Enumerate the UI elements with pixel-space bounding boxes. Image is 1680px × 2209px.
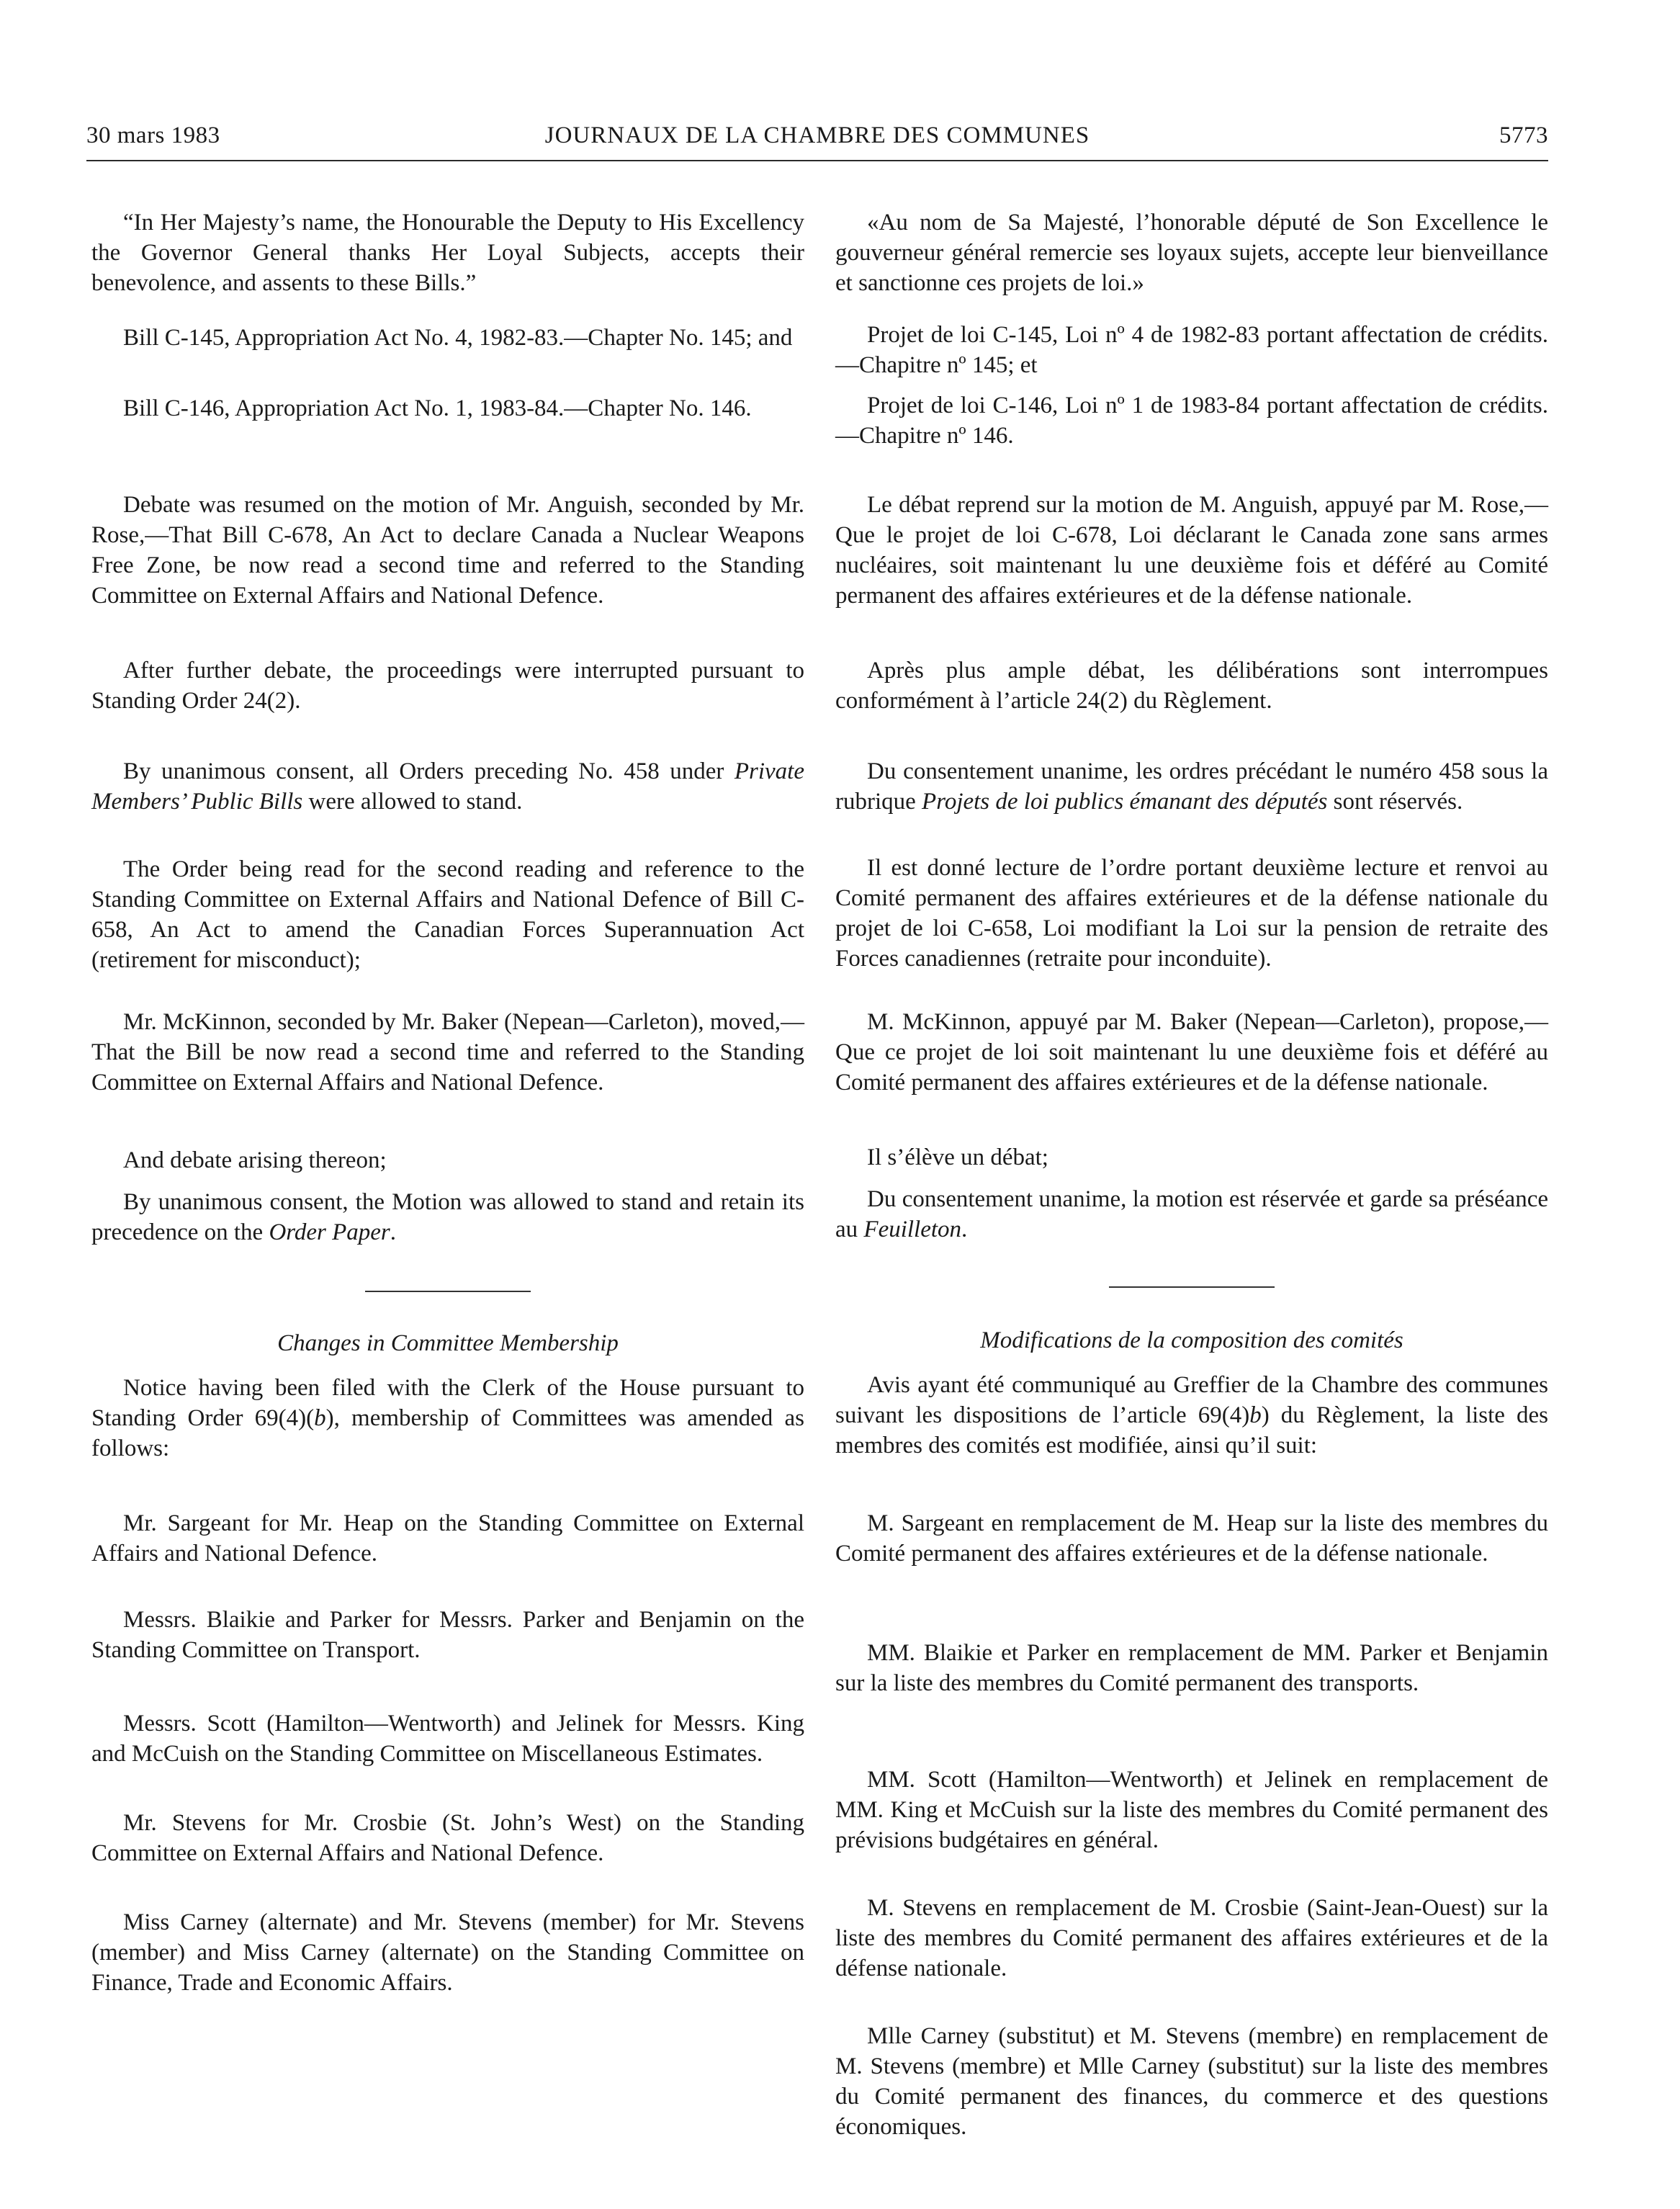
membership-change-1: M. Sargeant en remplacement de M. Heap sur la liste des membres du Comité permanent des affaires extérieures et de la défense nationale. — [835, 1510, 1548, 1567]
membership-change-4: Mr. Stevens for Mr. Crosbie (St. John’s West) on the Standing Committee on External Affairs and National Defence. — [91, 1810, 804, 1866]
motion-stand-paragraph: By unanimous consent, the Motion was allowed to stand and retain its precedence on the Order Paper. — [91, 1189, 804, 1245]
royal-assent-quote: «Au nom de Sa Majesté, l’honorable député de Son Excellence le gouverneur général remercie ses loyaux sujets, accepte leur bienveillance et sanctionne ces projets de loi.» — [835, 210, 1548, 296]
bill-c146-entry: Projet de loi C-146, Loi nº 1 de 1983-84 portant affectation de crédits.—Chapitre nº 146. — [835, 393, 1548, 449]
proceedings-interrupted-paragraph: After further debate, the proceedings were interrupted pursuant to Standing Order 24(2). — [91, 658, 804, 714]
journal-title: JOURNAUX DE LA CHAMBRE DES COMMUNES — [544, 122, 1090, 148]
section-heading: Changes in Committee Membership — [277, 1330, 619, 1356]
membership-change-3: Messrs. Scott (Hamilton—Wentworth) and Jelinek for Messrs. King and McCuish on the Standing Committee on Miscellaneous Estimates. — [91, 1711, 804, 1767]
proceedings-interrupted-paragraph: Après plus ample débat, les délibérations sont interrompues conformément à l’article 24(2) du Règlement. — [835, 658, 1548, 714]
motion-stand-paragraph: Du consentement unanime, la motion est réservée et garde sa préséance au Feuilleton. — [835, 1186, 1548, 1242]
membership-change-5: Miss Carney (alternate) and Mr. Stevens (member) for Mr. Stevens (member) and Miss Carney (alternate) on the Standing Committee on Finance, Trade and Economic Affairs. — [91, 1909, 804, 1996]
membership-change-4: M. Stevens en remplacement de M. Crosbie (Saint-Jean-Ouest) sur la liste des membres du Comité permanent des affaires extérieures et de la défense nationale. — [835, 1895, 1548, 1981]
page-number: 5773 — [1499, 122, 1548, 148]
debate-arising-paragraph: And debate arising thereon; — [123, 1147, 387, 1173]
page-header — [86, 122, 1548, 161]
membership-change-2: Messrs. Blaikie and Parker for Messrs. Parker and Benjamin on the Standing Committee on Transport. — [91, 1607, 804, 1663]
notice-paragraph: Avis ayant été communiqué au Greffier de la Chambre des communes suivant les dispositions de l’article 69(4)b) du Règlement, la liste des membres des comités est modifiée, ainsi qu’il suit: — [835, 1372, 1548, 1459]
header-date: 30 mars 1983 — [86, 122, 220, 148]
section-divider — [365, 1291, 531, 1292]
notice-paragraph: Notice having been filed with the Clerk of the House pursuant to Standing Order 69(4)(b), membership of Committees was amended as follows: — [91, 1375, 804, 1461]
mckinnon-motion-paragraph: M. McKinnon, appuyé par M. Baker (Nepean—Carleton), propose,—Que ce projet de loi soit maintenant lu une deuxième fois et déféré au Comité permanent des affaires extérieures et de la défense nationale. — [835, 1009, 1548, 1095]
royal-assent-quote: “In Her Majesty’s name, the Honourable the Deputy to His Excellency the Governor General thanks Her Loyal Subjects, accepts their benevolence, and assents to these Bills.” — [91, 210, 804, 296]
section-heading: Modifications de la composition des comités — [980, 1327, 1403, 1353]
debate-resumed-paragraph: Le débat reprend sur la motion de M. Anguish, appuyé par M. Rose,—Que le projet de loi C-678, Loi déclarant le Canada zone sans armes nucléaires, soit maintenant lu une deuxième fois et déféré au Comité permanent des affaires extérieures et de la défense nationale. — [835, 492, 1548, 609]
debate-resumed-paragraph: Debate was resumed on the motion of Mr. Anguish, seconded by Mr. Rose,—That Bill C-678, An Act to declare Canada a Nuclear Weapons Free Zone, be now read a second time and referred to the Standing Committee on External Affairs and National Defence. — [91, 492, 804, 609]
order-read-paragraph: The Order being read for the second reading and reference to the Standing Committee on External Affairs and National Defence of Bill C-658, An Act to amend the Canadian Forces Superannuation Act (retirement for misconduct); — [91, 856, 804, 973]
membership-change-2: MM. Blaikie et Parker en remplacement de MM. Parker et Benjamin sur la liste des membres du Comité permanent des transports. — [835, 1640, 1548, 1696]
order-read-paragraph: Il est donné lecture de l’ordre portant deuxième lecture et renvoi au Comité permanent des affaires extérieures et de la défense nationale du projet de loi C-658, Loi modifiant la Loi sur la pension de retraite des Forces canadiennes (retraite pour inconduite). — [835, 855, 1548, 972]
debate-arising-paragraph: Il s’élève un débat; — [867, 1144, 1048, 1170]
mckinnon-motion-paragraph: Mr. McKinnon, seconded by Mr. Baker (Nepean—Carleton), moved,—That the Bill be now read a second time and referred to the Standing Committee on External Affairs and National Defence. — [91, 1009, 804, 1095]
section-divider — [1109, 1286, 1275, 1288]
orders-stand-paragraph: By unanimous consent, all Orders preceding No. 458 under Private Members’ Public Bills were allowed to stand. — [91, 758, 804, 815]
membership-change-3: MM. Scott (Hamilton—Wentworth) et Jelinek en remplacement de MM. King et McCuish sur la liste des membres du Comité permanent des prévisions budgétaires en général. — [835, 1767, 1548, 1853]
bill-c146-entry: Bill C-146, Appropriation Act No. 1, 1983-84.—Chapter No. 146. — [123, 395, 752, 421]
membership-change-5: Mlle Carney (substitut) et M. Stevens (membre) en remplacement de M. Stevens (membre) et Mlle Carney (substitut) sur la liste des membres du Comité permanent des finances, du commerce et des questions économiques. — [835, 2023, 1548, 2140]
orders-stand-paragraph: Du consentement unanime, les ordres précédant le numéro 458 sous la rubrique Projets de loi publics émanant des députés sont réservés. — [835, 758, 1548, 815]
bill-c145-entry: Projet de loi C-145, Loi nº 4 de 1982-83 portant affectation de crédits.—Chapitre nº 145; et — [835, 322, 1548, 378]
membership-change-1: Mr. Sargeant for Mr. Heap on the Standing Committee on External Affairs and National Defence. — [91, 1510, 804, 1567]
bill-c145-entry: Bill C-145, Appropriation Act No. 4, 1982-83.—Chapter No. 145; and — [123, 325, 793, 351]
